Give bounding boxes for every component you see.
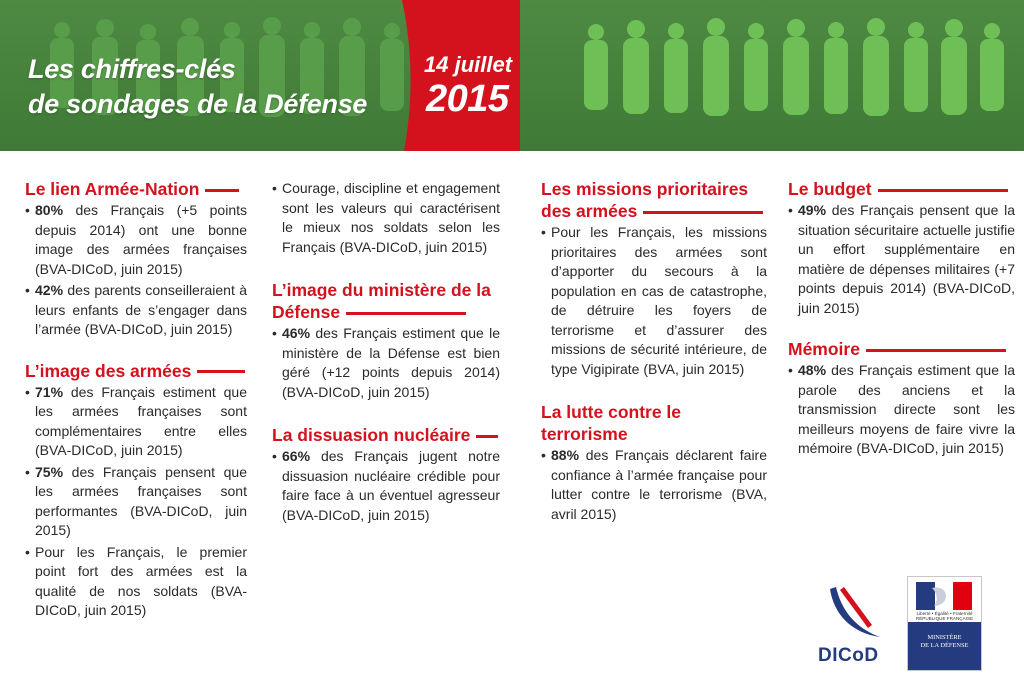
- list-item: • 48% des Français estiment que la parole des anciens et la transmission directe sont les meilleurs moyens de faire vivre la mémoire (BVA-DICoD, juin 2015): [788, 361, 1015, 459]
- ministere-logo: [907, 576, 982, 671]
- banner-title: [28, 52, 367, 122]
- section-courage: [272, 179, 500, 257]
- banner-title-line2: de sondages de la Défense: [28, 89, 368, 119]
- column-1: [25, 178, 247, 635]
- dicod-mark-icon: [824, 585, 886, 643]
- section-memoire: [788, 338, 1015, 459]
- section-title: La dissuasion nucléaire: [272, 424, 500, 446]
- section-title: Le lien Armée-Nation: [25, 178, 247, 200]
- list-item: • 49% des Français pensent que la situation sécuritaire actuelle justifie un effort supplémentaire en matière de dépenses militaires (+7 points depuis 2014) (BVA-DICoD, juin 2015): [788, 201, 1015, 318]
- list-item: • Courage, discipline et engagement sont les valeurs qui caractérisent le mieux nos soldats selon les Français (BVA-DICoD, juin 2015): [272, 179, 500, 257]
- title-rule: [878, 189, 1008, 192]
- banner-title-line1: Les chiffres-clés: [28, 54, 236, 84]
- section-title: La lutte contre le terrorisme: [541, 402, 682, 444]
- date-label: 14 juillet: [424, 52, 513, 77]
- list-item: • Pour les Français, le premier point fort des armées est la qualité de nos soldats (BVA-DICoD, juin 2015): [25, 543, 247, 621]
- section-title: Le budget: [788, 178, 1015, 200]
- dicod-logo: [818, 585, 893, 671]
- section-title: Mémoire: [788, 338, 1015, 360]
- dicod-name: DICoD: [818, 645, 879, 666]
- section-image-armees: [25, 360, 247, 621]
- column-3: [541, 178, 767, 538]
- header-banner: [0, 0, 1024, 151]
- section-terrorisme: [541, 401, 767, 524]
- marianne-motto: Liberté • Égalité • Fraternité RÉPUBLIQUE FRANÇAISE: [915, 611, 974, 621]
- section-title: L’image du ministère de la Défense: [272, 280, 491, 322]
- marianne-flag-icon: [916, 582, 972, 610]
- list-item: • 75% des Français pensent que les armées françaises sont performantes (BVA-DICoD, juin 2015): [25, 463, 247, 541]
- list-item: • 71% des Français estiment que les armées françaises sont complémentaires entre elles (BVA-DICoD, juin 2015): [25, 383, 247, 461]
- title-rule: [197, 370, 245, 373]
- section-image-ministere: [272, 279, 500, 402]
- list-item: • 88% des Français déclarent faire confiance à l’armée française pour lutter contre le terrorisme (BVA, avril 2015): [541, 446, 767, 524]
- title-rule: [643, 211, 763, 214]
- list-item: • Pour les Français, les missions prioritaires des armées sont d’apporter du secours à la population en cas de catastrophe, de détruire les foyers de terrorisme et d’assurer des missions de sécurité intérieure, de type Vigipirate (BVA, juin 2015): [541, 223, 767, 379]
- title-rule: [205, 189, 239, 192]
- column-2: [272, 178, 500, 539]
- date-year: 2015: [426, 78, 509, 120]
- section-missions: [541, 178, 767, 379]
- section-title: Les missions prioritaires des armées: [541, 178, 767, 222]
- title-rule: [866, 349, 1006, 352]
- ministere-name: MINISTÈRE DE LA DÉFENSE: [920, 634, 969, 649]
- list-item: • 66% des Français jugent notre dissuasion nucléaire crédible pour faire face à un éventuel agresseur (BVA-DICoD, juin 2015): [272, 447, 500, 525]
- column-4: [788, 178, 1015, 473]
- list-item: • 42% des parents conseilleraient à leurs enfants de s’engager dans l’armée (BVA-DICoD, juin 2015): [25, 281, 247, 340]
- section-budget: [788, 178, 1015, 318]
- title-rule: [346, 312, 466, 315]
- list-item: • 80% des Français (+5 points depuis 2014) ont une bonne image des armées françaises (BVA-DICoD, juin 2015): [25, 201, 247, 279]
- section-lien-armee-nation: [25, 178, 247, 340]
- section-dissuasion: [272, 424, 500, 525]
- list-item: • 46% des Français estiment que le ministère de la Défense est bien géré (+12 points depuis 2014) (BVA-DICoD, juin 2015): [272, 324, 500, 402]
- section-title: L’image des armées: [25, 360, 247, 382]
- title-rule: [476, 435, 498, 438]
